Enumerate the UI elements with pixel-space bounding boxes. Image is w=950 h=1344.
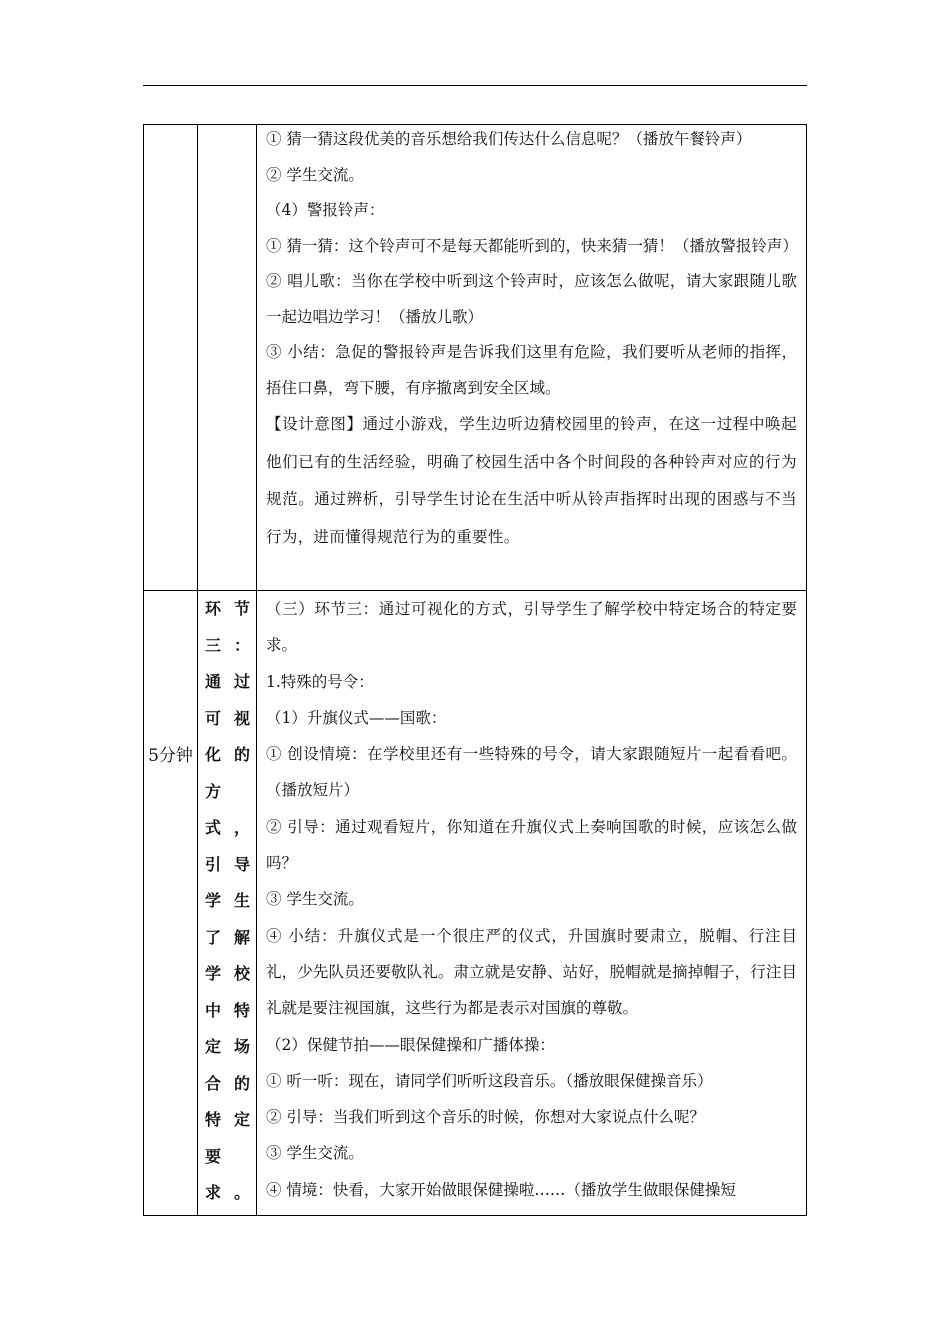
section2-line: （2）保健节拍——眼保健操和广播体操： [266, 1035, 555, 1054]
section2-content [257, 591, 807, 1208]
header-rule [143, 85, 807, 86]
section1-line: ③ 小结：急促的警报铃声是告诉我们这里有危险，我们要听从老师的指挥，捂住口鼻，弯下腰，有序撤离到安全区域。 [266, 343, 797, 397]
section1-line: ② 学生交流。 [266, 165, 364, 184]
stage-title: 环节三：通过可视化的方式，引导学生了解学校中特定场合的特定要求。 [205, 599, 250, 1202]
section2-line: ③ 学生交流。 [266, 1144, 364, 1163]
duration-text: 5分钟 [148, 746, 193, 766]
section2-line: ① 创设情境：在学校里还有一些特殊的号令，请大家跟随短片一起看看吧。（播放短片） [266, 745, 797, 800]
section2-line: ② 引导：通过观看短片，你知道在升旗仪式上奏响国歌的时候，应该怎么做吗？ [266, 817, 797, 873]
section2-line: ③ 学生交流。 [266, 890, 364, 909]
duration-cell [144, 745, 197, 767]
section1-content [257, 122, 807, 556]
section2-line: （三）环节三：通过可视化的方式，引导学生了解学校中特定场合的特定要求。 [266, 600, 797, 655]
section1-line: ① 猜一猜这段优美的音乐想给我们传达什么信息呢？（播放午餐铃声） [266, 130, 752, 148]
section1-line: ② 唱儿歌：当你在学校中听到这个铃声时，应该怎么做呢，请大家跟随儿歌一起边唱边学习！（播放儿歌） [266, 272, 797, 326]
design-intent: 【设计意图】通过小游戏，学生边听边猜校园里的铃声，在这一过程中唤起他们已有的生活经验，明确了校园生活中各个时间段的各种铃声对应的行为规范。通过辨析，引导学生讨论在生活中听从铃声指挥时出现的困惑与不当行为，进而懂得规范行为的重要性。 [266, 415, 797, 546]
section1-line: ① 猜一猜：这个铃声可不是每天都能听到的，快来猜一猜！（播放警报铃声） [266, 236, 798, 255]
section2-line: ④ 情境：快看，大家开始做眼保健操啦……（播放学生做眼保健操短 [266, 1180, 736, 1199]
section2-line: （1）升旗仪式——国歌： [266, 708, 447, 727]
stage-title-cell [198, 591, 256, 1212]
section1-line: （4）警报铃声： [266, 201, 385, 219]
section2-line: 1.特殊的号令： [266, 672, 374, 691]
section2-line: ① 听一听：现在，请同学们听听这段音乐。（播放眼保健操音乐） [266, 1071, 713, 1090]
section2-line: ② 引导：当我们听到这个音乐的时候，你想对大家说点什么呢？ [266, 1108, 705, 1127]
section2-line: ④ 小结：升旗仪式是一个很庄严的仪式，升国旗时要肃立，脱帽、行注目礼，少先队员还要敬队礼。肃立就是安静、站好，脱帽就是摘掉帽子，行注目礼就是要注视国旗，这些行为都是表示对国旗的尊敬。 [266, 926, 797, 1018]
